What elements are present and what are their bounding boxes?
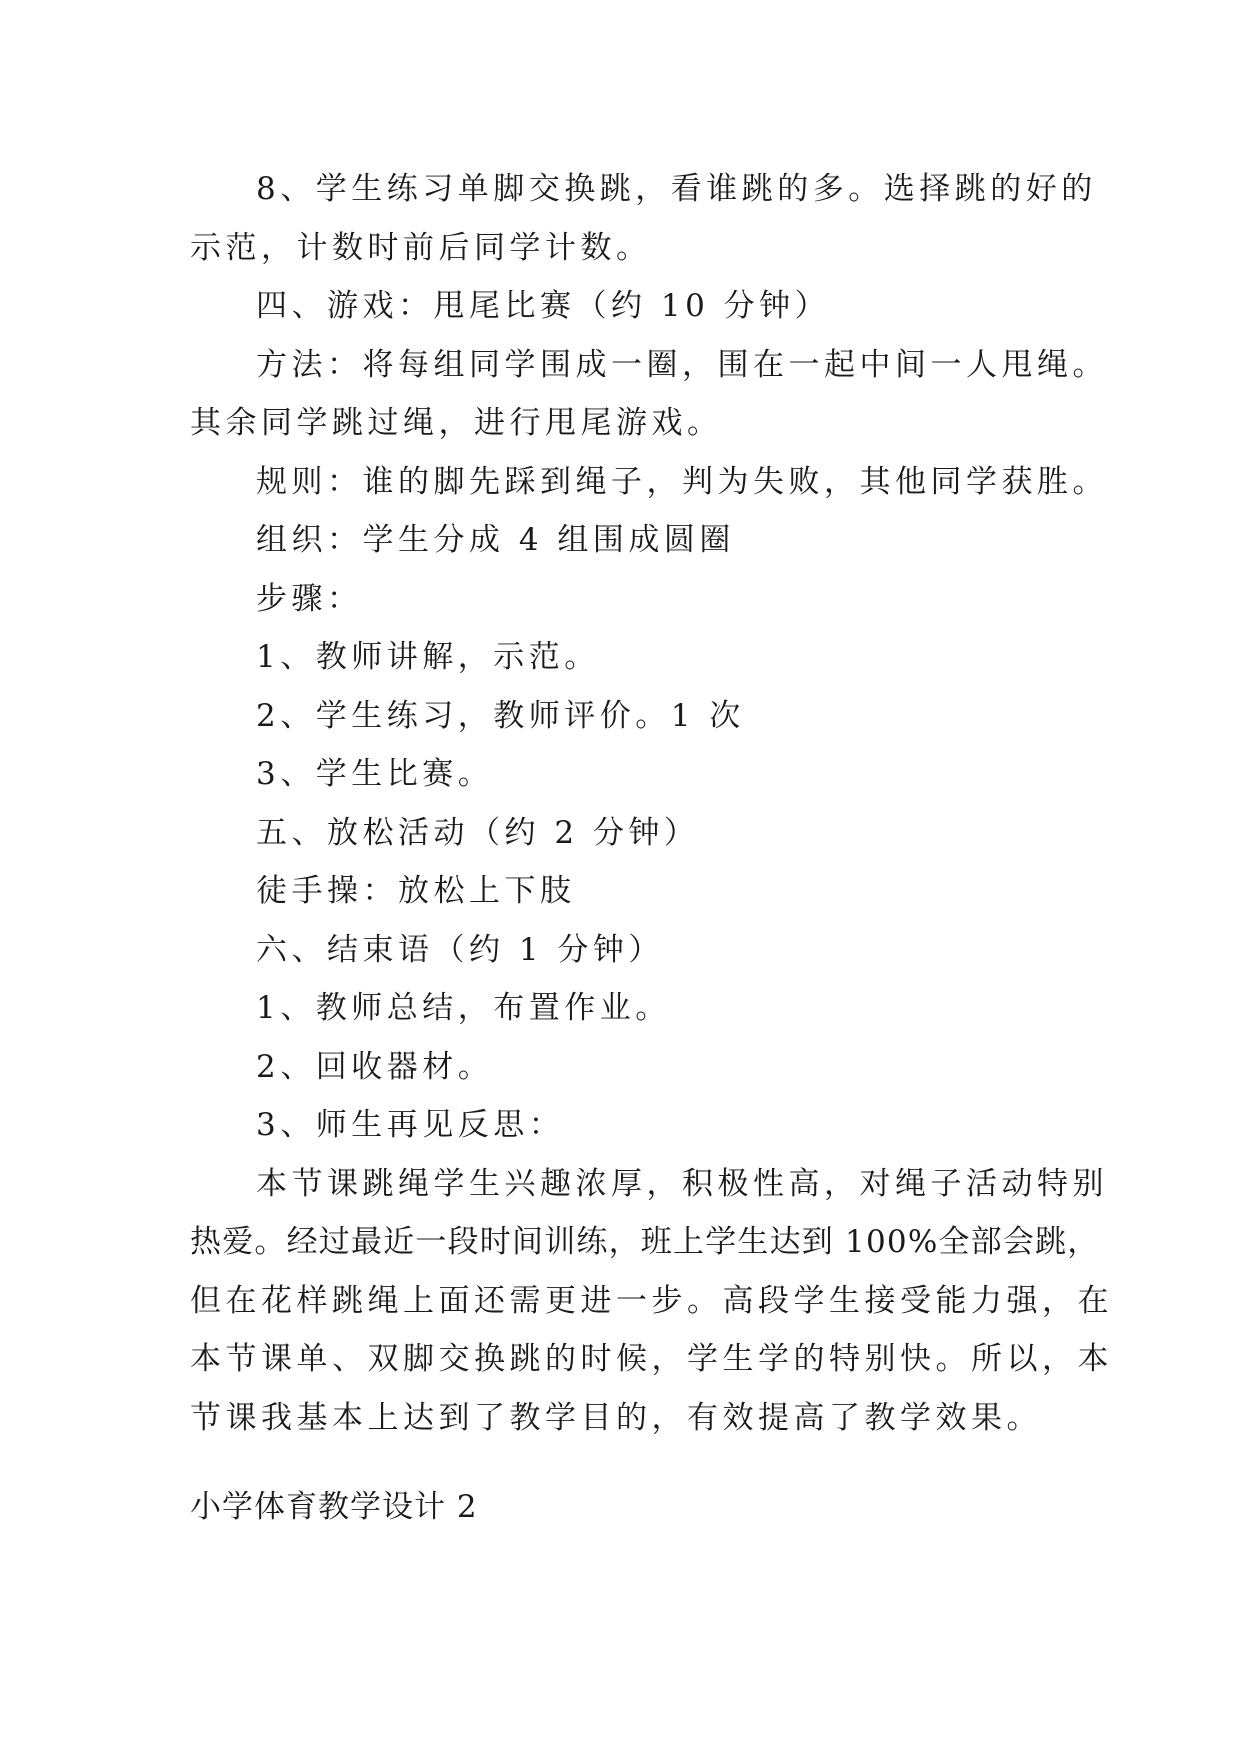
reflection-line: 本节课跳绳学生兴趣浓厚，积极性高，对绳子活动特别 bbox=[256, 1165, 1108, 1202]
section-heading: 五、放松活动（约 2 分钟） bbox=[256, 814, 700, 851]
list-item: 2、回收器材。 bbox=[256, 1048, 494, 1085]
text-line: 示范，计数时前后同学计数。 bbox=[190, 229, 652, 266]
list-item: 1、教师讲解，示范。 bbox=[256, 639, 600, 675]
text-line: 其余同学跳过绳，进行甩尾游戏。 bbox=[190, 405, 723, 441]
text-line: 方法：将每组同学围成一圈，围在一起中间一人甩绳。 bbox=[256, 346, 1108, 383]
reflection-line: 热爱。经过最近一段时间训练，班上学生达到 100%全部会跳， bbox=[190, 1224, 1100, 1260]
document-body bbox=[190, 160, 1113, 1447]
text-line: 步骤： bbox=[256, 580, 363, 617]
reflection-line: 节课我基本上达到了教学目的，有效提高了教学效果。 bbox=[190, 1399, 1042, 1436]
text-line: 组织：学生分成 4 组围成圆圈 bbox=[256, 522, 735, 558]
list-item: 3、师生再见反思： bbox=[256, 1107, 565, 1143]
reflection-line: 本节课单、双脚交换跳的时候，学生学的特别快。所以，本 bbox=[190, 1341, 1113, 1377]
text-line: 徒手操：放松上下肢 bbox=[256, 873, 576, 909]
text-line: 8、学生练习单脚交换跳，看谁跳的多。选择跳的好的 bbox=[256, 171, 1097, 207]
list-item: 2、学生练习，教师评价。1 次 bbox=[256, 697, 745, 734]
list-item: 3、学生比赛。 bbox=[256, 756, 494, 792]
reflection-line: 但在花样跳绳上面还需更进一步。高段学生接受能力强，在 bbox=[190, 1282, 1113, 1319]
section-heading: 六、结束语（约 1 分钟） bbox=[256, 931, 664, 968]
text-line: 规则：谁的脚先踩到绳子，判为失败，其他同学获胜。 bbox=[256, 463, 1108, 500]
list-item: 1、教师总结，布置作业。 bbox=[256, 990, 671, 1026]
section-heading: 四、游戏：甩尾比赛（约 10 分钟） bbox=[256, 288, 831, 324]
next-section-title: 小学体育教学设计 2 bbox=[190, 1489, 478, 1525]
